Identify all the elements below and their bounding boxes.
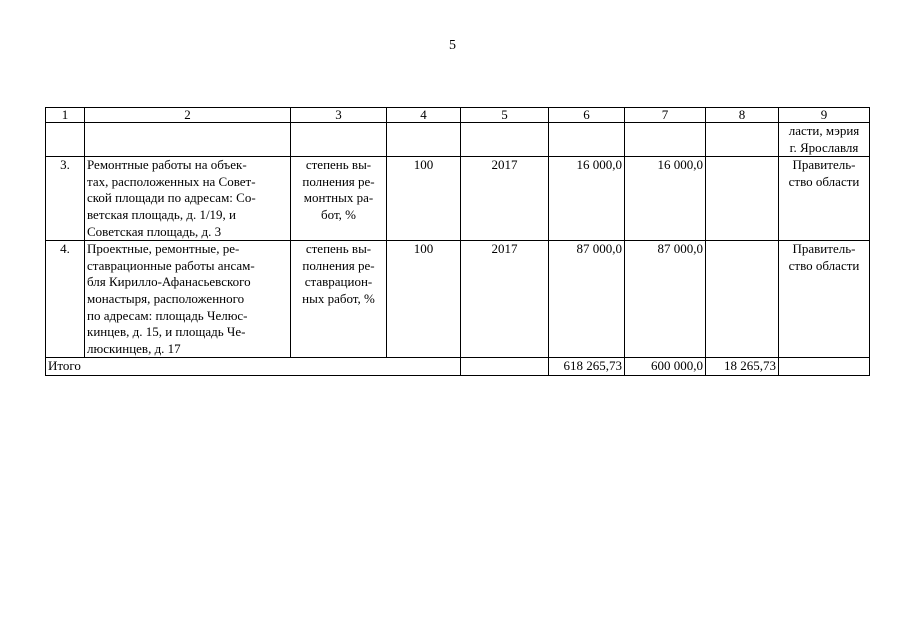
header-cell-1: 1	[46, 108, 85, 123]
header-cell-5: 5	[461, 108, 549, 123]
total-cell-year	[461, 358, 549, 376]
cell-name	[85, 123, 291, 157]
total-cell-regional: 600 000,0	[625, 358, 706, 376]
table-row-continuation	[46, 123, 870, 157]
header-cell-9: 9	[779, 108, 870, 123]
cell-regional	[625, 123, 706, 157]
cell-name: Проектные, ремонтные, ре- ставрационные работы ансам- бля Кирилло-Афанасьевского монастыря, расположенного по адресам: площадь Челюс- кинцев, д. 15, и площадь Че- люскинцев, д. 17	[85, 241, 291, 358]
cell-indicator: степень вы- полнения ре- монтных ра- бот, %	[291, 157, 387, 241]
total-cell-total: 618 265,73	[549, 358, 625, 376]
cell-executor: ласти, мэрия г. Ярославля	[779, 123, 870, 157]
cell-number: 4.	[46, 241, 85, 358]
cell-total	[549, 123, 625, 157]
cell-city	[706, 241, 779, 358]
cell-year: 2017	[461, 241, 549, 358]
cell-year: 2017	[461, 157, 549, 241]
program-table	[45, 107, 870, 376]
cell-year	[461, 123, 549, 157]
cell-total: 87 000,0	[549, 241, 625, 358]
total-row	[46, 358, 870, 376]
table-row-3	[46, 157, 870, 241]
cell-indicator	[291, 123, 387, 157]
cell-regional: 16 000,0	[625, 157, 706, 241]
cell-value: 100	[387, 241, 461, 358]
total-cell-city: 18 265,73	[706, 358, 779, 376]
cell-value	[387, 123, 461, 157]
header-cell-7: 7	[625, 108, 706, 123]
total-label: Итого	[46, 358, 461, 376]
cell-indicator: степень вы- полнения ре- ставрацион- ных работ, %	[291, 241, 387, 358]
cell-regional: 87 000,0	[625, 241, 706, 358]
header-cell-2: 2	[85, 108, 291, 123]
cell-name: Ремонтные работы на объек- тах, расположенных на Совет- ской площади по адресам: Со- ветская площадь, д. 1/19, и Советская площадь, д. 3	[85, 157, 291, 241]
cell-executor: Правитель- ство области	[779, 241, 870, 358]
header-cell-4: 4	[387, 108, 461, 123]
cell-value: 100	[387, 157, 461, 241]
cell-number	[46, 123, 85, 157]
page-number: 5	[449, 38, 456, 53]
header-row	[46, 108, 870, 123]
cell-city	[706, 157, 779, 241]
cell-city	[706, 123, 779, 157]
cell-total: 16 000,0	[549, 157, 625, 241]
table-row-4	[46, 241, 870, 358]
cell-number: 3.	[46, 157, 85, 241]
header-cell-3: 3	[291, 108, 387, 123]
header-cell-8: 8	[706, 108, 779, 123]
total-cell-executor	[779, 358, 870, 376]
header-cell-6: 6	[549, 108, 625, 123]
cell-executor: Правитель- ство области	[779, 157, 870, 241]
